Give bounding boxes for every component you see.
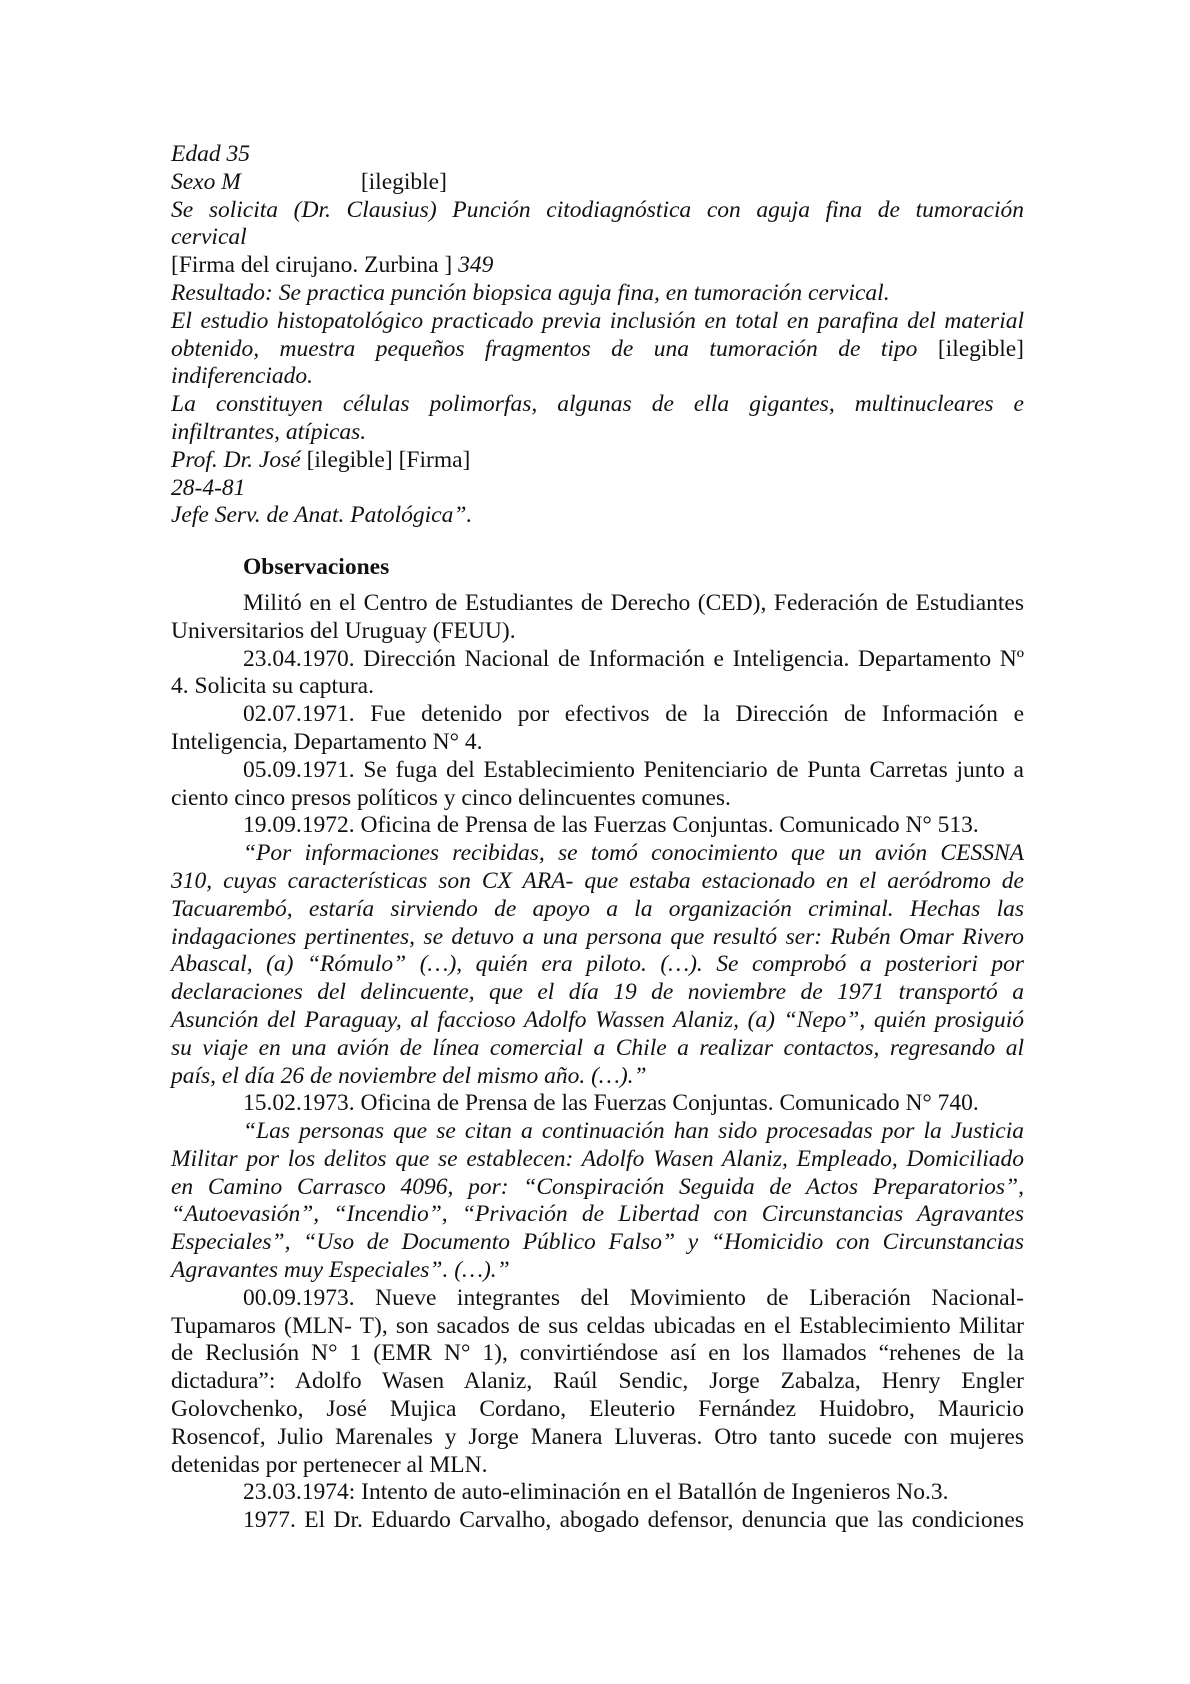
observaciones-section xyxy=(171,590,1024,1535)
text-line: declaraciones del delincuente, que el día 19 de noviembre de 1971 transportó a xyxy=(171,979,1024,1006)
text-line: Asunción del Paraguay, al faccioso Adolfo Wassen Alaniz, (a) “Nepo”, quién prosiguió xyxy=(171,1006,1024,1033)
estudio-illegible: [ilegible] xyxy=(937,335,1024,362)
paragraph xyxy=(171,590,1024,646)
text-line: 310, cuyas características son CX ARA- que estaba estacionado en el aeródromo de xyxy=(171,867,1024,894)
estudio-text: obtenido, muestra pequeños fragmentos de una tumoración de tipo xyxy=(171,335,918,362)
text-line: 19.09.1972. Oficina de Prensa de las Fuerzas Conjuntas. Comunicado N° 513. xyxy=(243,812,979,839)
resultado-line: Resultado: Se practica punción biopsica aguja fina, en tumoración cervical. xyxy=(171,279,890,306)
celulas-line-2: infiltrantes, atípicas. xyxy=(171,418,367,445)
text-line: Inteligencia, Departamento N° 4. xyxy=(171,728,483,755)
text-line: Tupamaros (MLN- T), son sacados de sus celdas ubicadas en el Establecimiento Militar xyxy=(171,1312,1024,1339)
sexo-label: Sexo M xyxy=(171,168,241,195)
text-line: “Por informaciones recibidas, se tomó conocimiento que un avión CESSNA xyxy=(243,840,1024,867)
text-line: país, el día 26 de noviembre del mismo año. (…).” xyxy=(171,1062,647,1089)
estudio-line-3: indiferenciado. xyxy=(171,363,314,390)
text-line: Golovchenko, José Mujica Cordano, Eleuterio Fernández Huidobro, Mauricio xyxy=(171,1396,1024,1423)
text-line: “Las personas que se citan a continuación han sido procesadas por la Justicia xyxy=(243,1118,1024,1145)
text-line: Universitarios del Uruguay (FEUU). xyxy=(171,617,516,644)
text-line: Agravantes muy Especiales”. (…).” xyxy=(171,1257,510,1284)
paragraph xyxy=(171,1285,1024,1480)
pathology-record xyxy=(171,141,1024,530)
text-line: dictadura”: Adolfo Wasen Alaniz, Raúl Sendic, Jorge Zabalza, Henry Engler xyxy=(171,1368,1024,1395)
solicita-line-2: cervical xyxy=(171,224,247,251)
text-line: 1977. El Dr. Eduardo Carvalho, abogado defensor, denuncia que las condiciones xyxy=(243,1507,1024,1534)
paragraph xyxy=(171,701,1024,757)
firma-cirujano: [Firma del cirujano. Zurbina ] xyxy=(171,252,453,279)
text-line: 15.02.1973. Oficina de Prensa de las Fuerzas Conjuntas. Comunicado N° 740. xyxy=(243,1090,979,1117)
text-line: 23.04.1970. Dirección Nacional de Información e Inteligencia. Departamento Nº xyxy=(243,645,1024,672)
celulas-line-1: La constituyen células polimorfas, algunas de ella gigantes, multinucleares e xyxy=(171,391,1024,418)
text-line: Militar por los delitos que se establecen: Adolfo Wasen Alaniz, Empleado, Domiciliado xyxy=(171,1145,1024,1172)
paragraph xyxy=(171,1507,1024,1535)
solicita-line-1: Se solicita (Dr. Clausius) Punción citodiagnóstica con aguja fina de tumoración xyxy=(171,196,1024,223)
text-line: 02.07.1971. Fue detenido por efectivos de la Dirección de Información e xyxy=(243,701,1024,728)
paragraph xyxy=(171,757,1024,813)
quote xyxy=(171,1118,1024,1285)
paragraph xyxy=(171,1090,1024,1118)
text-line: detenidas por pertenecer al MLN. xyxy=(171,1451,488,1478)
text-line: Militó en el Centro de Estudiantes de Derecho (CED), Federación de Estudiantes xyxy=(243,589,1024,616)
paragraph xyxy=(171,1479,1024,1507)
estudio-line-2 xyxy=(171,336,1024,364)
text-line: Abascal, (a) “Rómulo” (…), quién era piloto. (…). Se comprobó a posteriori por xyxy=(171,951,1024,978)
text-line: su viaje en una avión de línea comercial a Chile a realizar contactos, regresando al xyxy=(171,1034,1024,1061)
text-line: ciento cinco presos políticos y cinco delincuentes comunes. xyxy=(171,784,731,811)
text-line: Tacuarembó, estaría sirviendo de apoyo a la organización criminal. Hechas las xyxy=(171,895,1024,922)
prof-name: Prof. Dr. José xyxy=(171,446,301,473)
document-page xyxy=(171,141,1024,1535)
paragraph xyxy=(171,646,1024,702)
sexo-illegible: [ilegible] xyxy=(360,168,447,195)
text-line: indagaciones pertinentes, se detuvo a una persona que resultó ser: Rubén Omar Rivero xyxy=(171,923,1024,950)
text-line: en Camino Carrasco 4096, por: “Conspiración Seguida de Actos Preparatorios”, xyxy=(171,1173,1024,1200)
observaciones-heading: Observaciones xyxy=(243,554,390,581)
text-line: “Autoevasión”, “Incendio”, “Privación de Libertad con Circunstancias Agravantes xyxy=(171,1201,1024,1228)
firma-number: 349 xyxy=(458,252,494,279)
text-line: 4. Solicita su captura. xyxy=(171,673,374,700)
quote xyxy=(171,840,1024,1090)
text-line: 23.03.1974: Intento de auto-eliminación en el Batallón de Ingenieros No.3. xyxy=(243,1479,949,1506)
record-date: 28-4-81 xyxy=(171,474,246,501)
text-line: 00.09.1973. Nueve integrantes del Movimiento de Liberación Nacional- xyxy=(243,1284,1024,1311)
text-line: 05.09.1971. Se fuga del Establecimiento Penitenciario de Punta Carretas junto a xyxy=(243,756,1024,783)
prof-signature: [ilegible] [Firma] xyxy=(306,446,471,473)
edad-line: Edad 35 xyxy=(171,141,250,167)
text-line: Rosencof, Julio Marenales y Jorge Manera Lluveras. Otro tanto sucede con mujeres xyxy=(171,1423,1024,1450)
text-line: Especiales”, “Uso de Documento Público Falso” y “Homicidio con Circunstancias xyxy=(171,1229,1024,1256)
paragraph xyxy=(171,812,1024,840)
text-line: de Reclusión N° 1 (EMR N° 1), convirtiéndose así en los llamados “rehenes de la xyxy=(171,1340,1024,1367)
prof-line xyxy=(171,447,1024,475)
jefe-line: Jefe Serv. de Anat. Patológica”. xyxy=(171,502,473,529)
sexo-line xyxy=(171,169,1024,197)
firma-cirujano-line xyxy=(171,252,1024,280)
estudio-line-1: El estudio histopatológico practicado previa inclusión en total en parafina del material xyxy=(171,307,1024,334)
